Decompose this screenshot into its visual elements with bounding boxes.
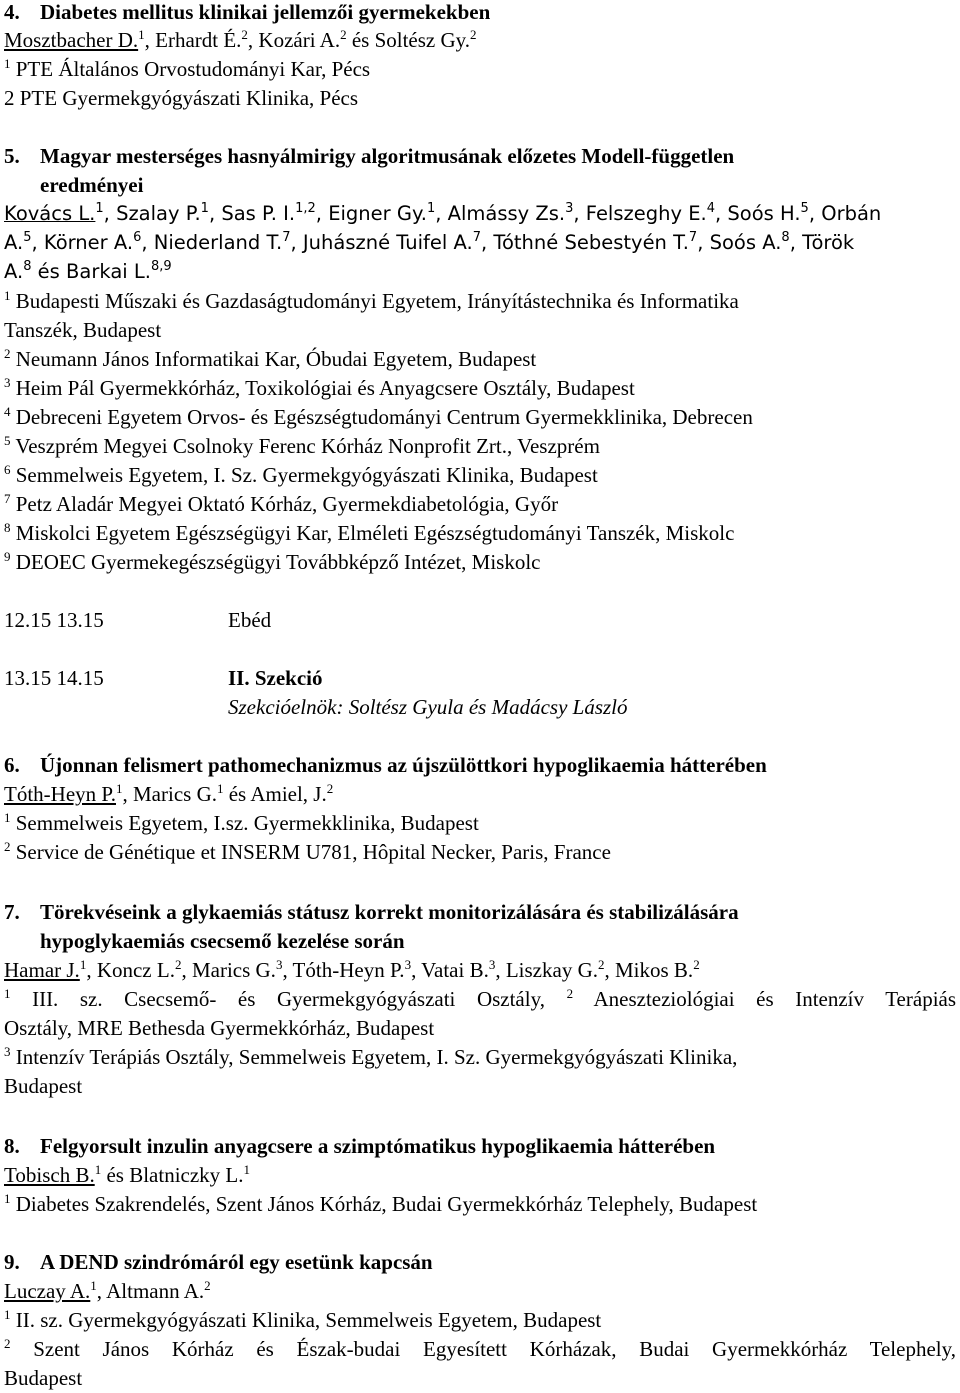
abstract-5-authors-cont — [4, 260, 172, 284]
affiliation-text: Service de Génétique et INSERM U781, Hôpital Necker, Paris, France — [15, 840, 611, 864]
abstract-4-authors — [4, 28, 477, 52]
affiliation-text: DEOEC Gyermekegészségügyi Továbbképző Intézet, Miskolc — [15, 550, 541, 574]
affiliation-line — [4, 463, 598, 487]
author-name: és Soltész Gy. — [346, 28, 471, 52]
affiliation-line — [4, 86, 358, 110]
author-name: , Juhászné Tuifel A. — [290, 231, 473, 254]
affiliation-text: Budapest — [4, 1074, 83, 1098]
affiliation-marker: 3 — [275, 957, 283, 972]
author-name: , Eigner Gy. — [315, 202, 427, 225]
abstract-number: 4. — [4, 0, 20, 24]
affiliation-number: 6 — [4, 462, 11, 477]
affiliation-marker: 2 — [174, 957, 182, 972]
author-name: , Marics G. — [181, 958, 276, 982]
author-name: A. — [4, 260, 24, 283]
affiliation-marker: 4 — [706, 201, 716, 216]
affiliation-number: 9 — [4, 549, 11, 564]
affiliation-marker: 1 — [116, 781, 123, 796]
affiliation-marker: 3 — [404, 957, 412, 972]
affiliation-text: II. sz. Gyermekgyógyászati Klinika, Semmelweis Egyetem, Budapest — [15, 1308, 602, 1332]
abstract-7-title — [4, 900, 739, 924]
affiliation-text: PTE Gyermekgyógyászati Klinika, Pécs — [19, 86, 359, 110]
affiliation-text: PTE Általános Orvostudományi Kar, Pécs — [15, 57, 371, 81]
author-name: , Körner A. — [31, 231, 134, 254]
time-slot: 13.15 14.15 — [4, 666, 104, 690]
affiliation-marker: 2 — [470, 27, 477, 42]
author-name: , Erhardt É. — [144, 28, 242, 52]
abstract-title: A DEND szindrómáról egy esetünk kapcsán — [40, 1250, 433, 1274]
author-name: és Barkai L. — [31, 260, 151, 283]
author-name: , Orbán — [808, 202, 882, 225]
affiliation-line — [4, 840, 611, 864]
author-name: , Niederland T. — [141, 231, 283, 254]
affiliation-text: Veszprém Megyei Csolnoky Ferenc Kórház Nonprofit Zrt., Veszprém — [15, 434, 600, 458]
abstract-title: Felgyorsult inzulin anyagcsere a szimptómatikus hypoglikaemia hátterében — [40, 1134, 716, 1158]
affiliation-line — [4, 1074, 82, 1098]
affiliation-marker: 3 — [565, 201, 574, 216]
affiliation-text: Heim Pál Gyermekkórház, Toxikológiai és Anyagcsere Osztály, Budapest — [15, 376, 635, 400]
affiliation-number: 1 — [4, 288, 11, 303]
abstract-5-authors — [4, 202, 881, 226]
affiliation-line — [4, 492, 558, 516]
affiliation-line — [4, 1308, 601, 1332]
abstract-title: Újonnan felismert pathomechanizmus az újszülöttkori hypoglikaemia hátterében — [40, 753, 767, 777]
author-name: , Tóthné Sebestyén T. — [480, 231, 689, 254]
affiliation-marker: 2 — [598, 957, 605, 972]
author-name: , Felszeghy E. — [573, 202, 707, 225]
affiliation-text: Szent János Kórház és Észak-budai Egyesített Kórházak, Budai Gyermekkórház Telephely, — [33, 1337, 957, 1361]
affiliation-marker: 7 — [472, 230, 481, 245]
affiliation-number: 2 — [4, 86, 15, 110]
author-name: és Amiel, J. — [223, 782, 327, 806]
author-name: , Sas P. I. — [208, 202, 296, 225]
lunch-label: Ebéd — [228, 608, 272, 632]
affiliation-text: Budapesti Műszaki és Gazdaságtudományi Egyetem, Irányítástechnika és Informatika — [15, 289, 739, 313]
affiliation-number: 2 — [4, 839, 11, 854]
affiliation-text: Petz Aladár Megyei Oktató Kórház, Gyermekdiabetológia, Győr — [15, 492, 559, 516]
author-name: , Kozári A. — [247, 28, 341, 52]
affiliation-text: Debreceni Egyetem Orvos- és Egészségtudományi Centrum Gyermekklinika, Debrecen — [15, 405, 753, 429]
affiliation-number: 8 — [4, 520, 11, 535]
affiliation-line — [4, 1045, 737, 1069]
affiliation-line — [4, 1192, 757, 1216]
affiliation-marker: 1 — [94, 1162, 102, 1177]
author-name: , Koncz L. — [86, 958, 175, 982]
affiliation-number: 2 — [566, 986, 574, 1001]
author-name: , Tóth-Heyn P. — [282, 958, 405, 982]
presenting-author: Luczay A. — [4, 1279, 91, 1303]
affiliation-number: 5 — [4, 433, 11, 448]
abstract-7-authors — [4, 958, 700, 982]
affiliation-marker: 7 — [688, 230, 698, 245]
abstract-6-authors — [4, 782, 333, 806]
abstract-title: Diabetes mellitus klinikai jellemzői gyermekekben — [40, 0, 491, 24]
affiliation-number: 4 — [4, 404, 11, 419]
affiliation-marker: 2 — [340, 27, 347, 42]
affiliation-number: 3 — [4, 375, 11, 390]
affiliation-marker: 8 — [23, 259, 32, 274]
affiliation-number: 2 — [4, 1336, 11, 1351]
affiliation-text: Osztály, MRE Bethesda Gyermekkórház, Budapest — [4, 1016, 435, 1040]
abstract-number: 6. — [4, 753, 20, 777]
author-name: , Soós A. — [697, 231, 782, 254]
affiliation-marker: 5 — [23, 230, 32, 245]
abstract-8-title — [4, 1134, 715, 1158]
affiliation-marker: 5 — [800, 201, 809, 216]
affiliation-text: Semmelweis Egyetem, I. Sz. Gyermekgyógyászati Klinika, Budapest — [15, 463, 598, 487]
presenting-author: Kovács L. — [4, 202, 96, 225]
affiliation-line — [4, 1337, 956, 1361]
affiliation-line — [4, 318, 161, 342]
abstract-5-title-cont — [40, 173, 143, 197]
affiliation-text: Diabetes Szakrendelés, Szent János Kórház, Budai Gyermekkórház Telephely, Budapest — [15, 1192, 758, 1216]
affiliation-text: Budapest — [4, 1366, 83, 1390]
affiliation-text: Intenzív Terápiás Osztály, Semmelweis Egyetem, I. Sz. Gyermekgyógyászati Klinika, — [15, 1045, 738, 1069]
affiliation-line — [4, 347, 536, 371]
affiliation-number: 1 — [4, 56, 11, 71]
affiliation-line — [4, 405, 753, 429]
abstract-number: 8. — [4, 1134, 20, 1158]
author-name: , Török — [789, 231, 855, 254]
session-label: II. Szekció — [228, 666, 323, 690]
affiliation-line — [4, 521, 734, 545]
affiliation-marker: 1 — [138, 27, 145, 42]
schedule-session — [4, 666, 323, 690]
author-name: , Liszkay G. — [495, 958, 598, 982]
affiliation-marker: 2 — [241, 27, 248, 42]
schedule-lunch — [4, 608, 271, 632]
abstract-title: eredményei — [40, 173, 144, 197]
affiliation-line — [4, 289, 739, 313]
affiliation-marker: 8 — [781, 230, 790, 245]
abstract-title: Törekvéseink a glykaemiás státusz korrekt monitorizálására és stabilizálására — [40, 900, 739, 924]
affiliation-marker: 1 — [79, 957, 87, 972]
abstract-number: 5. — [4, 144, 20, 168]
presenting-author: Tobisch B. — [4, 1163, 95, 1187]
author-name: , Almássy Zs. — [435, 202, 566, 225]
session-chairs — [228, 695, 628, 719]
affiliation-marker: 3 — [488, 957, 496, 972]
author-name: , Marics G. — [122, 782, 217, 806]
author-name: A. — [4, 231, 24, 254]
affiliation-marker: 1,2 — [295, 201, 316, 216]
abstract-number: 7. — [4, 900, 20, 924]
author-name: , Soós H. — [715, 202, 801, 225]
abstract-title: Magyar mesterséges hasnyálmirigy algoritmusának előzetes Modell-független — [40, 144, 735, 168]
presenting-author: Hamar J. — [4, 958, 80, 982]
affiliation-line — [4, 1366, 82, 1390]
affiliation-marker: 1 — [426, 201, 436, 216]
affiliation-number: 7 — [4, 491, 11, 506]
abstract-7-title-cont — [40, 929, 405, 953]
abstract-5-title — [4, 144, 734, 168]
affiliation-marker: 2 — [326, 781, 334, 796]
author-name: , Szalay P. — [103, 202, 201, 225]
affiliation-number: 1 — [4, 1307, 11, 1322]
affiliation-marker: 1 — [90, 1278, 97, 1293]
affiliation-marker: 6 — [133, 230, 142, 245]
affiliation-marker: 2 — [693, 957, 700, 972]
affiliation-marker: 1 — [243, 1162, 250, 1177]
affiliation-text: Tanszék, Budapest — [4, 318, 162, 342]
affiliation-line — [4, 811, 479, 835]
abstract-9-authors — [4, 1279, 211, 1303]
presenting-author: Tóth-Heyn P. — [4, 782, 116, 806]
author-name: , Mikos B. — [604, 958, 694, 982]
affiliation-number: 1 — [4, 810, 11, 825]
affiliation-line — [4, 57, 370, 81]
affiliation-line — [4, 987, 956, 1011]
affiliation-marker: 1 — [200, 201, 209, 216]
abstract-title: hypoglykaemiás csecsemő kezelése során — [40, 929, 405, 953]
affiliation-number: 1 — [4, 1191, 11, 1206]
time-slot: 12.15 13.15 — [4, 608, 104, 632]
abstract-number: 9. — [4, 1250, 20, 1274]
affiliation-line — [4, 376, 635, 400]
affiliation-line — [4, 1016, 434, 1040]
affiliation-marker: 1 — [95, 201, 104, 216]
affiliation-text: Semmelweis Egyetem, I.sz. Gyermekklinika, Budapest — [15, 811, 479, 835]
abstract-4-title — [4, 0, 490, 24]
abstract-6-title — [4, 753, 767, 777]
affiliation-marker: 2 — [204, 1278, 211, 1293]
affiliation-number: 2 — [4, 346, 11, 361]
author-name: , Altmann A. — [96, 1279, 205, 1303]
affiliation-line — [4, 434, 600, 458]
chairs-text: Szekcióelnök: Soltész Gyula és Madácsy László — [228, 695, 628, 719]
author-name: és Blatniczky L. — [101, 1163, 244, 1187]
presenting-author: Mosztbacher D. — [4, 28, 139, 52]
author-name: , Vatai B. — [411, 958, 489, 982]
affiliation-text: Neumann János Informatikai Kar, Óbudai Egyetem, Budapest — [15, 347, 537, 371]
abstract-5-authors-cont — [4, 231, 854, 255]
abstract-8-authors — [4, 1163, 250, 1187]
affiliation-text: Miskolci Egyetem Egészségügyi Kar, Elméleti Egészségtudományi Tanszék, Miskolc — [15, 521, 735, 545]
abstract-9-title — [4, 1250, 433, 1274]
affiliation-number: 3 — [4, 1044, 11, 1059]
affiliation-number: 1 — [4, 986, 11, 1001]
affiliation-text: III. sz. Csecsemő- és Gyermekgyógyászati Osztály, — [32, 987, 545, 1011]
affiliation-line — [4, 550, 541, 574]
affiliation-text: Aneszteziológiai és Intenzív Terápiás — [593, 987, 957, 1011]
affiliation-marker: 1 — [216, 781, 224, 796]
affiliation-marker: 7 — [282, 230, 291, 245]
affiliation-marker: 8,9 — [150, 259, 172, 274]
